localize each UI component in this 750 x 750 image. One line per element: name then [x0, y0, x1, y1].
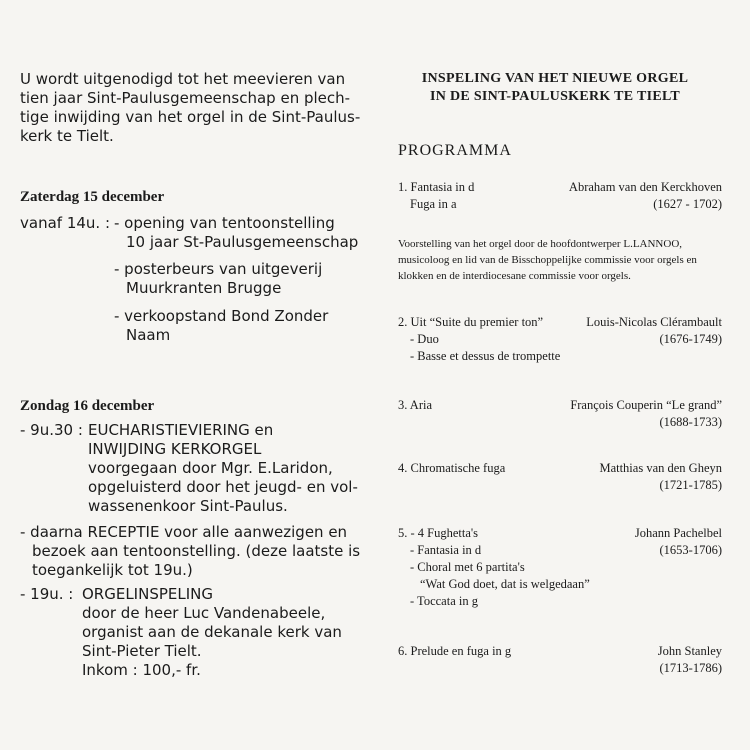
composer-dates: (1713-1786) — [659, 661, 722, 675]
saturday-item — [114, 260, 322, 298]
saturday-item — [114, 214, 358, 252]
sunday-heading: Zondag 16 december — [20, 398, 155, 414]
saturday-time: vanaf 14u. : — [20, 214, 110, 232]
mass-line: opgeluisterd door het jeugd- en vol- — [88, 478, 358, 496]
piece: Fuga in a — [410, 197, 457, 211]
piece: - Basse et dessus de trompette — [410, 349, 561, 363]
composer-dates: (1721-1785) — [659, 478, 722, 492]
item-line: Muurkranten Brugge — [126, 279, 282, 297]
organ-line: Sint-Pieter Tielt. — [82, 642, 202, 660]
mass-line: INWIJDING KERKORGEL — [88, 440, 262, 458]
saturday-heading: Zaterdag 15 december — [20, 189, 165, 205]
composer-dates: (1688-1733) — [659, 415, 722, 429]
item-line: - opening van tentoonstelling — [114, 214, 335, 232]
program-item — [398, 179, 722, 213]
piece: 3. Aria — [398, 398, 433, 412]
reception-line: toegankelijk tot 19u.) — [32, 561, 193, 579]
program-item — [398, 643, 722, 677]
mass-line: EUCHARISTIEVIERING en — [88, 421, 274, 439]
piece: 5. - 4 Fughetta's — [398, 526, 479, 540]
item-line: 10 jaar St-Paulusgemeenschap — [126, 233, 359, 251]
composer: Matthias van den Gheyn — [599, 461, 722, 475]
composer: John Stanley — [657, 644, 722, 658]
intro-line: tige inwijding van het orgel in de Sint-Paulus- — [20, 108, 361, 126]
organ-line: organist aan de dekanale kerk van — [82, 623, 342, 641]
program-label: PROGRAMMA — [398, 142, 512, 159]
invitation-intro — [20, 70, 361, 146]
organ-line: door de heer Luc Vandenabeele, — [82, 604, 326, 622]
composer-dates: (1653-1706) — [659, 543, 722, 557]
piece: 1. Fantasia in d — [398, 180, 475, 194]
program-item — [398, 314, 722, 365]
composer: Abraham van den Kerckhoven — [568, 180, 722, 194]
reception-line: - daarna RECEPTIE voor alle aanwezigen en — [20, 523, 348, 541]
piece: - Choral met 6 partita's — [410, 560, 525, 574]
mass-description — [88, 421, 358, 516]
piece: - Fantasia in d — [410, 543, 482, 557]
composer: François Couperin “Le grand” — [570, 398, 722, 412]
composer: Louis-Nicolas Clérambault — [586, 315, 722, 329]
piece: “Wat God doet, dat is welgedaan” — [420, 577, 590, 591]
mass-time: - 9u.30 : — [20, 421, 83, 439]
organ-line: ORGELINSPELING — [82, 585, 214, 603]
program-item — [398, 460, 722, 494]
piece: 2. Uit “Suite du premier ton” — [398, 315, 544, 329]
item-line: - posterbeurs van uitgeverij — [114, 260, 323, 278]
piece: 6. Prelude en fuga in g — [398, 644, 512, 658]
mass-line: voorgegaan door Mgr. E.Laridon, — [88, 459, 333, 477]
composer: Johann Pachelbel — [634, 526, 722, 540]
item-line: - verkoopstand Bond Zonder — [114, 307, 329, 325]
organ-presentation-note: Voorstelling van het orgel door de hoofdontwerper L.LANNOO, musicoloog en lid van de Bisschoppelijke commissie voor orgels en klokken en de interdiocesane commissie voor orgels. — [398, 238, 697, 282]
mass-line: wassenenkoor Sint-Paulus. — [88, 497, 288, 515]
composer-dates: (1676-1749) — [659, 332, 722, 346]
intro-line: U wordt uitgenodigd tot het meevieren van — [20, 70, 346, 88]
saturday-item — [114, 307, 328, 345]
organ-description — [82, 585, 342, 680]
organ-time: - 19u. : — [20, 585, 74, 603]
intro-line: tien jaar Sint-Paulusgemeenschap en plech- — [20, 89, 351, 107]
piece: 4. Chromatische fuga — [398, 461, 506, 475]
title-line: INSPELING VAN HET NIEUWE ORGEL — [421, 71, 689, 86]
program-title — [378, 70, 732, 106]
title-line: IN DE SINT-PAULUSKERK TE TIELT — [430, 89, 680, 104]
reception-line: bezoek aan tentoonstelling. (deze laatste is — [32, 542, 361, 560]
item-line: Naam — [126, 326, 171, 344]
piece: - Duo — [410, 332, 439, 346]
piece: - Toccata in g — [410, 594, 478, 608]
composer-dates: (1627 - 1702) — [653, 197, 722, 211]
intro-line: kerk te Tielt. — [20, 127, 114, 145]
reception-description — [20, 523, 360, 580]
program-item — [398, 397, 722, 431]
program-item — [398, 525, 722, 610]
organ-line: Inkom : 100,- fr. — [82, 661, 201, 679]
